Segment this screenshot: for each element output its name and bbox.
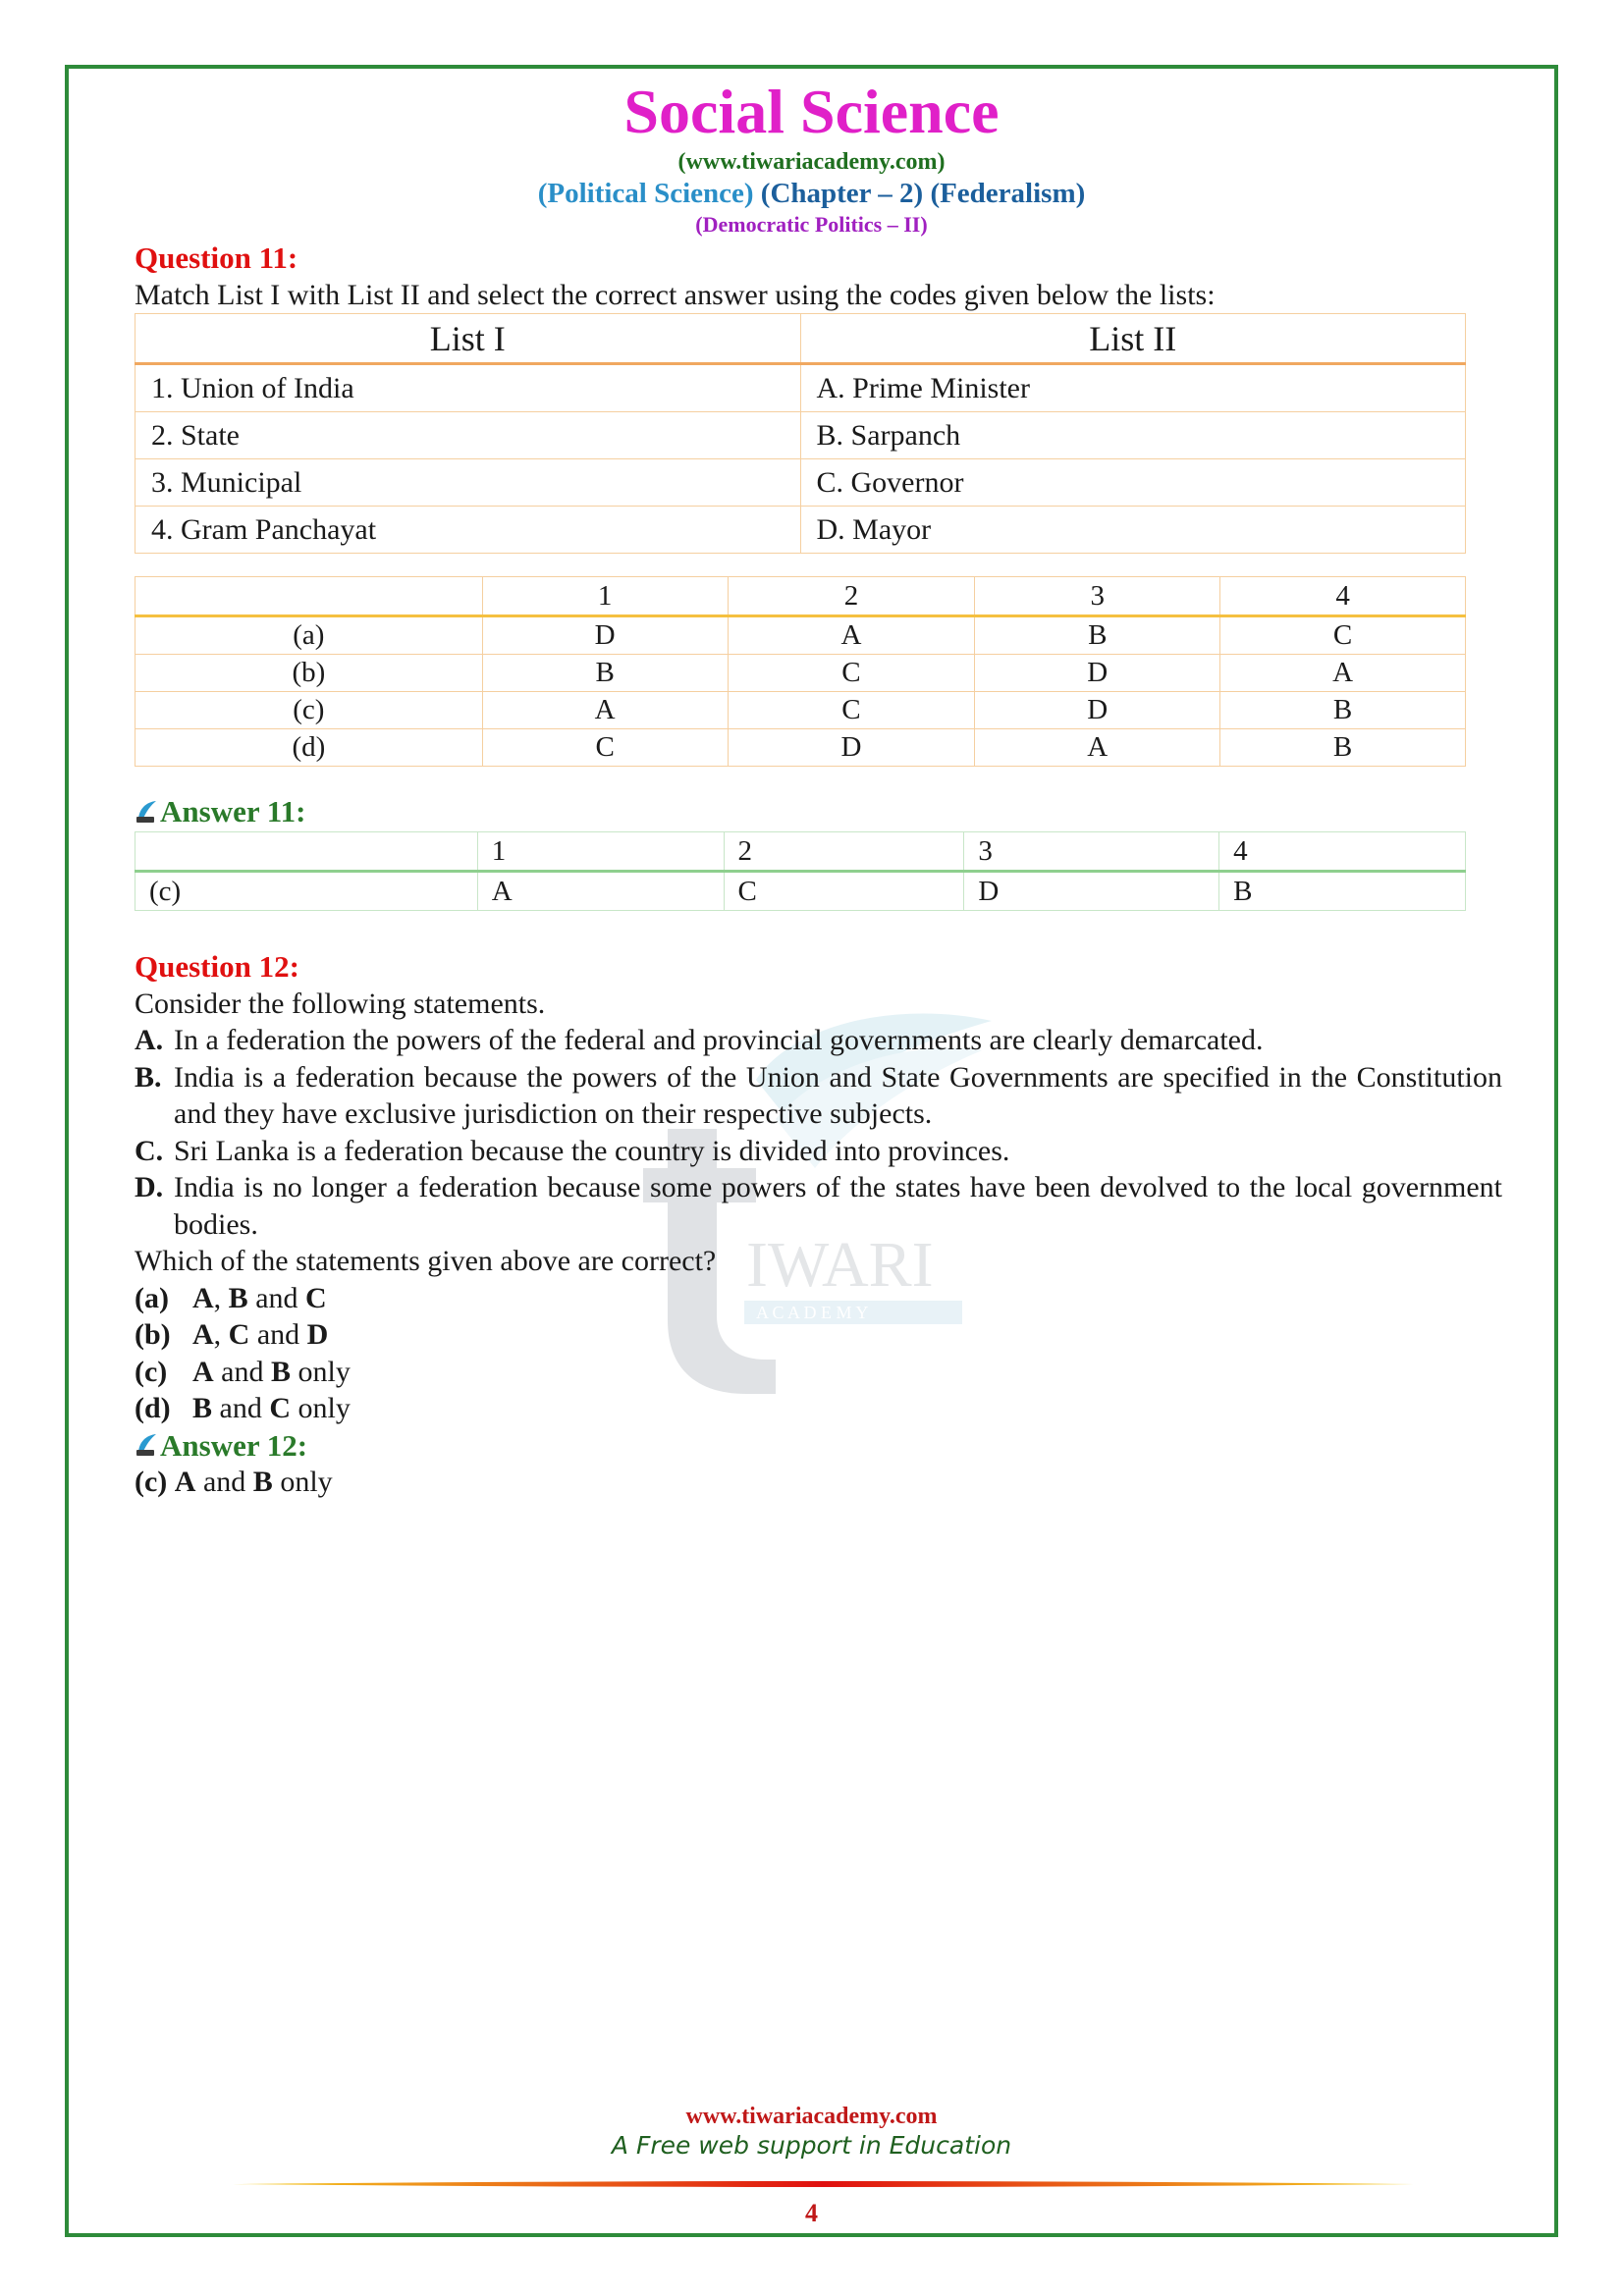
question-11-prompt: Match List I with List II and select the correct answer using the codes given below the lists:: [135, 278, 1216, 311]
statement-label: B.: [135, 1060, 162, 1094]
footer-tagline: A Free web support in Education: [611, 2131, 1012, 2160]
choice-label: (d): [135, 1392, 171, 1424]
answer-11-heading: [135, 793, 1502, 830]
answer-part: A: [174, 1466, 196, 1498]
question-12-intro: Consider the following statements.: [135, 987, 546, 1020]
choice-part: ,: [213, 1318, 229, 1351]
page-title: Social Science: [623, 77, 1000, 146]
table-cell: C: [728, 655, 975, 692]
footer-site-link[interactable]: www.tiwariacademy.com: [685, 2104, 938, 2129]
q11-block: [135, 240, 1502, 313]
leaf-logo-icon: [135, 1432, 158, 1458]
choice-part: D: [306, 1318, 329, 1351]
statement-text: India is a federation because the powers of the Union and State Governments are specified in the Constitution and they have exclusive jurisdiction on their respective subjects.: [174, 1060, 1502, 1130]
table-cell: D: [975, 692, 1220, 729]
choice-label: (a): [135, 1281, 169, 1314]
answer-11-table: [135, 831, 1466, 911]
choice-part: C: [269, 1392, 292, 1424]
choice-part: only: [291, 1355, 351, 1388]
answer-12-heading: [135, 1427, 1502, 1465]
header-site: (www.tiwariacademy.com): [677, 149, 946, 175]
choice-part: ,: [213, 1281, 229, 1314]
choice-label: (b): [135, 1318, 171, 1351]
answer-part: only: [272, 1466, 333, 1498]
table-row: [135, 729, 1466, 767]
table-cell: B: [1219, 872, 1466, 911]
choice-part: and: [213, 1355, 271, 1388]
table-row: [135, 507, 1466, 554]
table-cell: 3: [964, 832, 1219, 872]
table-row: [135, 872, 1466, 911]
table-cell: 1: [482, 577, 728, 616]
table-cell: C: [728, 692, 975, 729]
statement-item: [135, 1133, 1502, 1170]
q12-block: [135, 948, 1502, 1501]
statement-text: In a federation the powers of the federal and provincial governments are clearly demarcated.: [174, 1024, 1264, 1056]
statement-label: C.: [135, 1134, 164, 1167]
table-cell: (d): [135, 729, 483, 767]
table-cell: (a): [135, 616, 483, 655]
choice-part: B: [271, 1355, 292, 1388]
table-cell: B: [975, 616, 1220, 655]
watermark-sub: A C A D E M Y: [756, 1303, 869, 1322]
table-cell: 4: [1219, 832, 1466, 872]
table-cell: (b): [135, 655, 483, 692]
choice-item: [135, 1390, 1502, 1427]
table-cell: A: [482, 692, 728, 729]
table-cell: 2. State: [135, 412, 801, 459]
table-cell: C: [482, 729, 728, 767]
answer-11-label: Answer 11:: [160, 794, 306, 828]
choice-part: and: [212, 1392, 270, 1424]
a11-block: [135, 793, 1502, 830]
footer-divider: [233, 2180, 1414, 2188]
table-cell: 1. Union of India: [135, 364, 801, 412]
choice-item: [135, 1354, 1502, 1391]
table-cell: A: [477, 872, 724, 911]
choice-part: and: [249, 1318, 307, 1351]
table-cell: D. Mayor: [800, 507, 1466, 554]
table-cell: 4: [1220, 577, 1466, 616]
table-row: [135, 655, 1466, 692]
choice-part: A: [192, 1318, 214, 1351]
table-cell: D: [482, 616, 728, 655]
answer-part: B: [252, 1466, 273, 1498]
header-subject: (Political Science): [537, 178, 754, 209]
table-cell: C: [1220, 616, 1466, 655]
table-cell: C: [724, 872, 964, 911]
table-cell: 3. Municipal: [135, 459, 801, 507]
statement-item: [135, 1059, 1502, 1133]
choice-part: B: [228, 1281, 248, 1314]
choice-label: (c): [135, 1355, 168, 1388]
table-cell: A: [728, 616, 975, 655]
header-subtitle: (Democratic Politics – II): [695, 212, 928, 237]
table-header-row: [135, 314, 1466, 364]
table-cell: (c): [135, 872, 478, 911]
table-cell: B: [1220, 729, 1466, 767]
table-cell: A: [1220, 655, 1466, 692]
table-cell: B. Sarpanch: [800, 412, 1466, 459]
leaf-logo-icon: [135, 799, 158, 825]
table-cell: A: [975, 729, 1220, 767]
answer-part: (c): [135, 1466, 168, 1498]
table-row: [135, 692, 1466, 729]
statement-item: [135, 1169, 1502, 1243]
table-cell: 2: [724, 832, 964, 872]
table-cell: (c): [135, 692, 483, 729]
question-12-heading: Question 12:: [135, 949, 299, 984]
table-cell: D: [728, 729, 975, 767]
statement-label: A.: [135, 1024, 164, 1056]
answer-12-label: Answer 12:: [160, 1427, 308, 1463]
question-11-heading: Question 11:: [135, 240, 298, 275]
question-12-question: Which of the statements given above are correct?: [135, 1245, 717, 1277]
codes-table: [135, 576, 1466, 767]
choice-part: C: [305, 1281, 327, 1314]
list-match-table: [135, 313, 1466, 554]
table-header-row: [135, 577, 1466, 616]
table-cell: A. Prime Minister: [800, 364, 1466, 412]
page-number: 4: [805, 2199, 818, 2227]
header-chapter-name: (Chapter – 2) (Federalism): [760, 178, 1086, 209]
table-cell: [135, 832, 478, 872]
table-cell: D: [964, 872, 1219, 911]
table-cell: D: [975, 655, 1220, 692]
table-row: [135, 412, 1466, 459]
table-cell: C. Governor: [800, 459, 1466, 507]
header-chapter: [0, 175, 1623, 212]
table-row: [135, 459, 1466, 507]
statement-text: Sri Lanka is a federation because the country is divided into provinces.: [174, 1134, 1010, 1167]
choice-part: C: [228, 1318, 250, 1351]
table-cell: B: [1220, 692, 1466, 729]
answer-part: and: [195, 1466, 253, 1498]
choice-part: only: [291, 1392, 351, 1424]
statement-text: India is no longer a federation because some powers of the states have been devolved to the local government bodies.: [174, 1171, 1502, 1241]
table-row: [135, 364, 1466, 412]
table-header-row: [135, 832, 1466, 872]
table-row: [135, 616, 1466, 655]
choice-part: A: [192, 1281, 214, 1314]
list-1-header: List I: [135, 314, 801, 364]
choice-item: [135, 1280, 1502, 1317]
watermark-brand: IWARI: [746, 1229, 934, 1301]
choice-item: [135, 1316, 1502, 1354]
choice-part: B: [192, 1392, 213, 1424]
statement-label: D.: [135, 1171, 164, 1203]
table-cell: B: [482, 655, 728, 692]
table-cell: 3: [975, 577, 1220, 616]
list-2-header: List II: [800, 314, 1466, 364]
answer-12-text: [135, 1464, 1502, 1501]
table-cell: [135, 577, 483, 616]
table-cell: 2: [728, 577, 975, 616]
choice-part: and: [247, 1281, 306, 1314]
choice-part: A: [192, 1355, 214, 1388]
table-cell: 4. Gram Panchayat: [135, 507, 801, 554]
statement-item: [135, 1022, 1502, 1059]
table-cell: 1: [477, 832, 724, 872]
